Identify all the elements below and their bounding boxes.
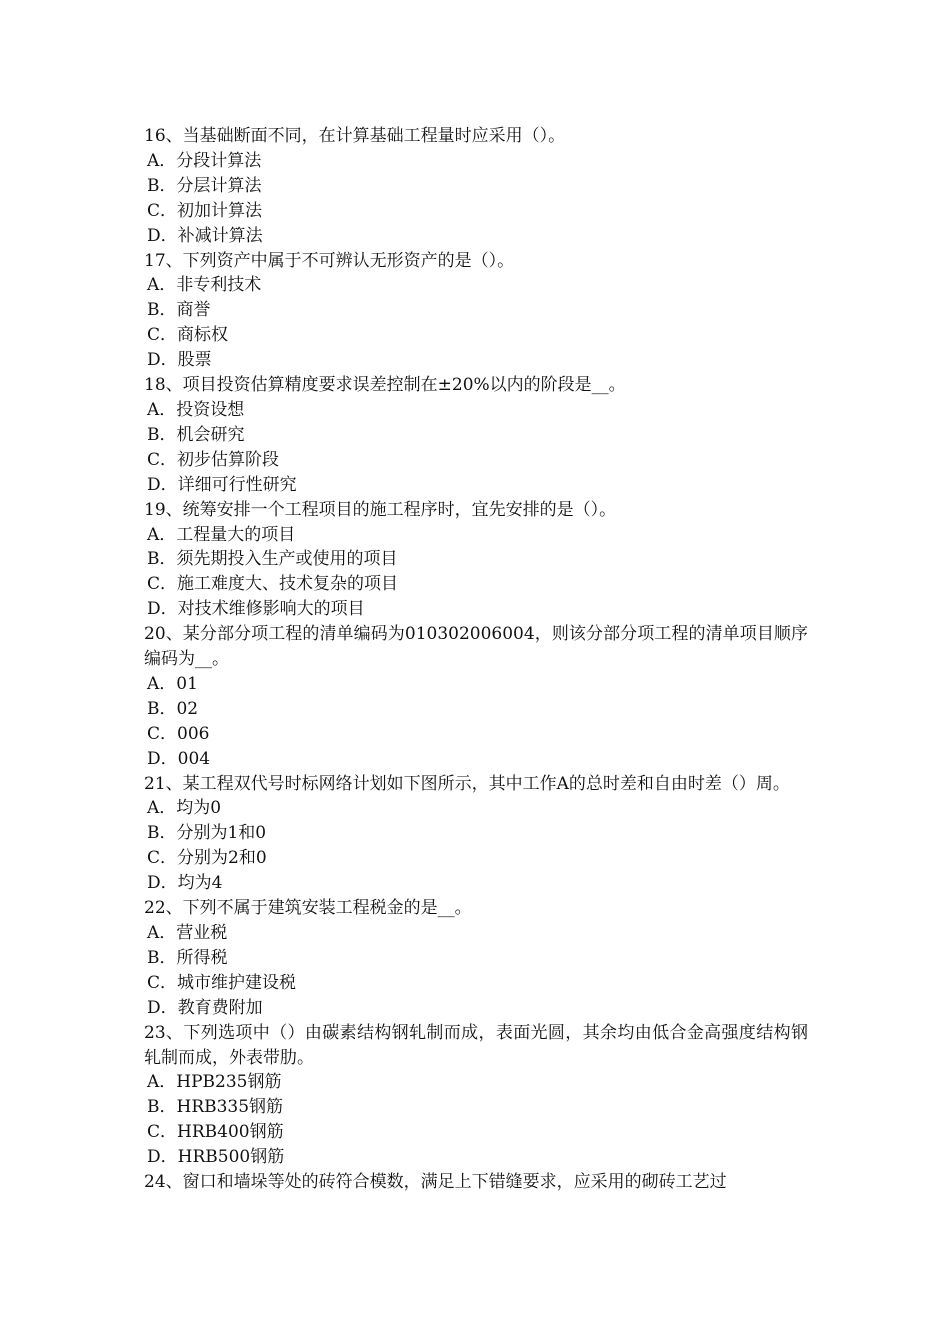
question-18-option-b: B．机会研究	[147, 424, 245, 445]
question-21-option-b: B．分别为1和0	[147, 823, 267, 844]
question-19-option-d: D．对技术维修影响大的项目	[147, 599, 365, 620]
question-22: 22、下列不属于建筑安装工程税金的是__。	[144, 898, 472, 919]
question-22-option-c: C．城市维护建设税	[147, 972, 297, 993]
question-23: 23、下列选项中（）由碳素结构钢轧制而成，表面光圆，其余均由低合金高强度结构钢轧制而成，外表带肋。	[144, 1022, 808, 1068]
question-19-option-b: B．须先期投入生产或使用的项目	[147, 549, 398, 570]
question-17-option-d: D．股票	[147, 350, 212, 371]
question-24: 24、窗口和墙垛等处的砖符合模数，满足上下错缝要求，应采用的砌砖工艺过	[144, 1172, 727, 1193]
question-21-option-a: A．均为0	[147, 798, 222, 819]
question-21-option-d: D．均为4	[147, 873, 223, 894]
question-18-option-c: C．初步估算阶段	[147, 449, 280, 470]
question-16-option-c: C．初加计算法	[147, 200, 263, 221]
question-20-option-d: D．004	[147, 748, 211, 769]
question-16-option-b: B．分层计算法	[147, 175, 262, 196]
question-17-option-b: B．商誉	[147, 300, 211, 321]
question-19: 19、统筹安排一个工程项目的施工程序时，宜先安排的是（）。	[144, 499, 617, 520]
question-21-option-c: C．分别为2和0	[147, 848, 267, 869]
question-20: 20、某分部分项工程的清单编码为010302006004，则该分部分项工程的清单项目顺序编码为__。	[144, 624, 808, 670]
question-23-option-a: A．HPB235钢筋	[147, 1072, 282, 1093]
question-17-option-c: C．商标权	[147, 325, 229, 346]
question-23-option-b: B．HRB335钢筋	[147, 1097, 284, 1118]
question-16: 16、当基础断面不同，在计算基础工程量时应采用（）。	[144, 126, 566, 146]
question-18: 18、项目投资估算精度要求误差控制在±20%以内的阶段是__。	[144, 375, 626, 396]
question-17-option-a: A．非专利技术	[147, 275, 262, 296]
question-22-option-d: D．教育费附加	[147, 997, 263, 1018]
question-21: 21、某工程双代号时标网络计划如下图所示，其中工作A的总时差和自由时差（）周。	[144, 773, 790, 794]
document-content	[144, 124, 808, 1195]
question-22-option-b: B．所得税	[147, 947, 228, 968]
question-18-option-a: A．投资设想	[147, 399, 245, 420]
question-20-option-b: B．02	[147, 698, 199, 719]
question-17: 17、下列资产中属于不可辨认无形资产的是（）。	[144, 250, 515, 271]
question-16-option-a: A．分段计算法	[147, 150, 262, 171]
question-18-option-d: D．详细可行性研究	[147, 474, 297, 495]
question-20-option-a: A．01	[147, 673, 198, 694]
question-20-option-c: C．006	[147, 723, 210, 744]
question-23-option-d: D．HRB500钢筋	[147, 1147, 285, 1168]
question-16-option-d: D．补减计算法	[147, 225, 263, 246]
question-22-option-a: A．营业税	[147, 923, 228, 943]
question-19-option-a: A．工程量大的项目	[147, 524, 296, 545]
question-23-option-c: C．HRB400钢筋	[147, 1122, 284, 1143]
question-19-option-c: C．施工难度大、技术复杂的项目	[147, 574, 399, 595]
